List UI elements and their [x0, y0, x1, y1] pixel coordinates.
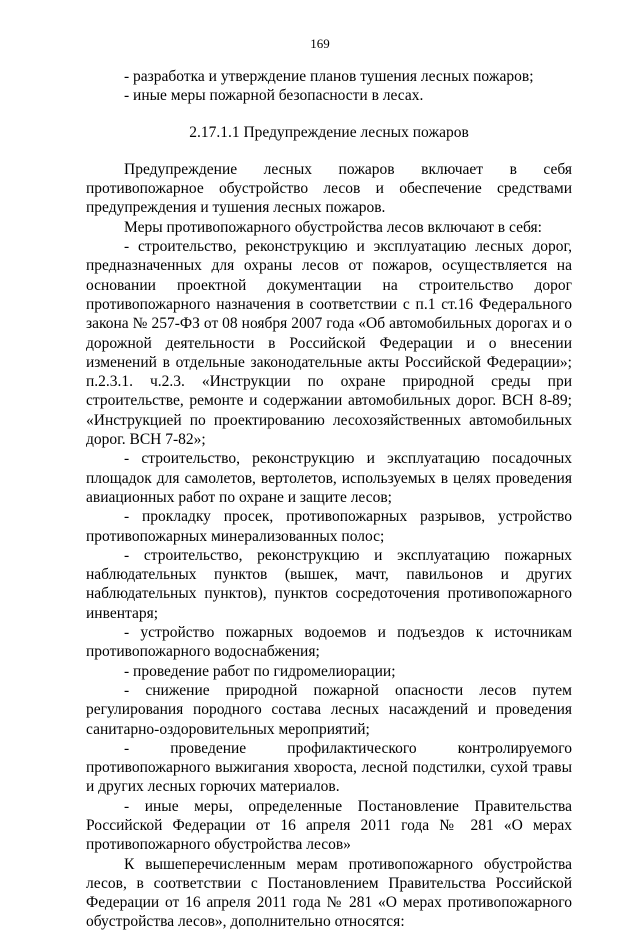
paragraph: Меры противопожарного обустройства лесов включают в себя: — [124, 218, 542, 236]
paragraph: К вышеперечисленным мерам противопожарного обустройства лесов, в соответствии с Постановлением Правительства Российской Федерации от 16 апреля 2011 года № 281 «О мерах противопожарного обустройства лесов», дополнительно относятся: — [86, 855, 572, 931]
list-item-paragraph: - прокладку просек, противопожарных разрывов, устройство противопожарных минерализованных полос; — [86, 508, 572, 545]
list-item-paragraph: - строительство, реконструкцию и эксплуатацию лесных дорог, предназначенных для охраны лесов от пожаров, осуществляется на основании проектной документации на строительство дорог противопожарного назначения в соответствии с п.1 ст.16 Федерального закона № 257-ФЗ от 08 ноября 2007 года «Об автомобильных дорогах и о дорожной деятельности в Российской Федерации и о внесении изменений в отдельные законодательные акты Российской Федерации»; п.2.3.1. ч.2.3. «Инструкции по охране природной среды при строительстве, ремонте и содержании автомобильных дорог. ВСН 8-89; «Инструкцией по проектированию лесохозяйственных автомобильных дорог. ВСН 7-82»; — [86, 238, 572, 449]
intro-list-item: - разработка и утверждение планов тушения лесных пожаров; — [124, 68, 534, 85]
list-item-paragraph: - снижение природной пожарной опасности лесов путем регулирования породного состава лесных насаждений и проведения санитарно-оздоровительных мероприятий; — [86, 681, 572, 738]
paragraph: Предупреждение лесных пожаров включает в себя противопожарное обустройство лесов и обеспечение средствами предупреждения и тушения лесных пожаров. — [86, 160, 572, 217]
document-body — [86, 67, 572, 932]
list-item-paragraph: - устройство пожарных водоемов и подъездов к источникам противопожарного водоснабжения; — [86, 624, 572, 661]
page-number: 169 — [310, 36, 330, 51]
section-heading: 2.17.1.1 Предупреждение лесных пожаров — [189, 123, 469, 141]
list-item-paragraph: - строительство, реконструкцию и эксплуатацию пожарных наблюдательных пунктов (вышек, мачт, павильонов и других наблюдательных пунктов), пунктов сосредоточения противопожарного инвентаря; — [86, 546, 572, 622]
list-item-paragraph: - иные меры, определенные Постановление Правительства Российской Федерации от 16 апреля 2011 года № 281 «О мерах противопожарного обустройства лесов» — [86, 797, 572, 854]
list-item-paragraph: - проведение работ по гидромелиорации; — [124, 662, 396, 680]
list-item-paragraph: - строительство, реконструкцию и эксплуатацию посадочных площадок для самолетов, вертолетов, используемых в целях проведения авиационных работ по охране и защите лесов; — [86, 450, 572, 506]
intro-list-item: - иные меры пожарной безопасности в лесах. — [124, 87, 424, 105]
list-item-paragraph: - проведение профилактического контролируемого противопожарного выжигания хвороста, лесной подстилки, сухой травы и других лесных горючих материалов. — [86, 739, 572, 796]
